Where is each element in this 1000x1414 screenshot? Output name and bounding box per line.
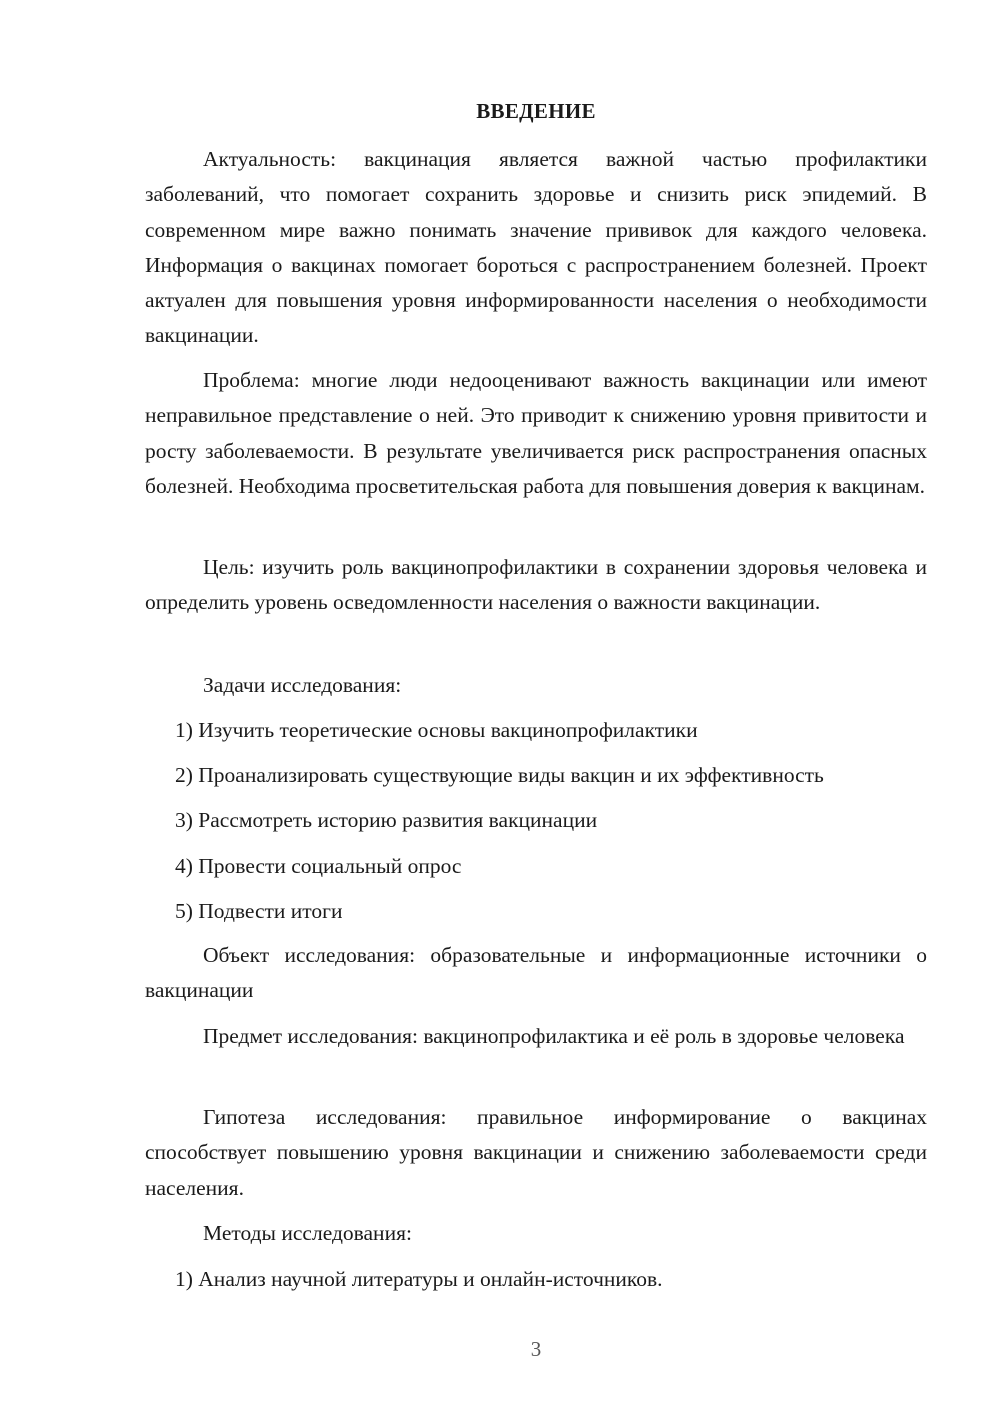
task-item-3: 3) Рассмотреть историю развития вакцинации: [175, 808, 598, 832]
document-page: [145, 0, 927, 1414]
subject-paragraph: Предмет исследования: вакцинопрофилактика и её роль в здоровье человека: [203, 1024, 905, 1048]
task-item-1: 1) Изучить теоретические основы вакцинопрофилактики: [175, 718, 698, 742]
tasks-heading: Задачи исследования:: [203, 673, 402, 697]
task-item-5: 5) Подвести итоги: [175, 899, 343, 923]
hypothesis-paragraph: Гипотеза исследования: правильное информирование о вакцинах способствует повышению уровня вакцинации и снижению заболеваемости среди населения.: [145, 1105, 927, 1200]
method-item-1: 1) Анализ научной литературы и онлайн-источников.: [175, 1267, 663, 1291]
page-number: 3: [530, 1337, 542, 1361]
object-paragraph: Объект исследования: образовательные и информационные источники о вакцинации: [145, 943, 927, 1003]
task-item-2: 2) Проанализировать существующие виды вакцин и их эффективность: [175, 763, 824, 787]
problem-paragraph: Проблема: многие люди недооценивают важность вакцинации или имеют неправильное представление о ней. Это приводит к снижению уровня привитости и росту заболеваемости. В результате увеличивается риск распространения опасных болезней. Необходима просветительская работа для повышения доверия к вакцинам.: [145, 368, 927, 498]
task-item-4: 4) Провести социальный опрос: [175, 854, 462, 878]
page-title: ВВЕДЕНИЕ: [476, 99, 596, 123]
methods-heading: Методы исследования:: [203, 1221, 412, 1245]
relevance-paragraph: Актуальность: вакцинация является важной частью профилактики заболеваний, что помогает сохранить здоровье и снизить риск эпидемий. В современном мире важно понимать значение прививок для каждого человека. Информация о вакцинах помогает бороться с распространением болезней. Проект актуален для повышения уровня информированности населения о необходимости вакцинации.: [145, 147, 927, 348]
goal-paragraph: Цель: изучить роль вакцинопрофилактики в сохранении здоровья человека и определить уровень осведомленности населения о важности вакцинации.: [145, 555, 927, 615]
